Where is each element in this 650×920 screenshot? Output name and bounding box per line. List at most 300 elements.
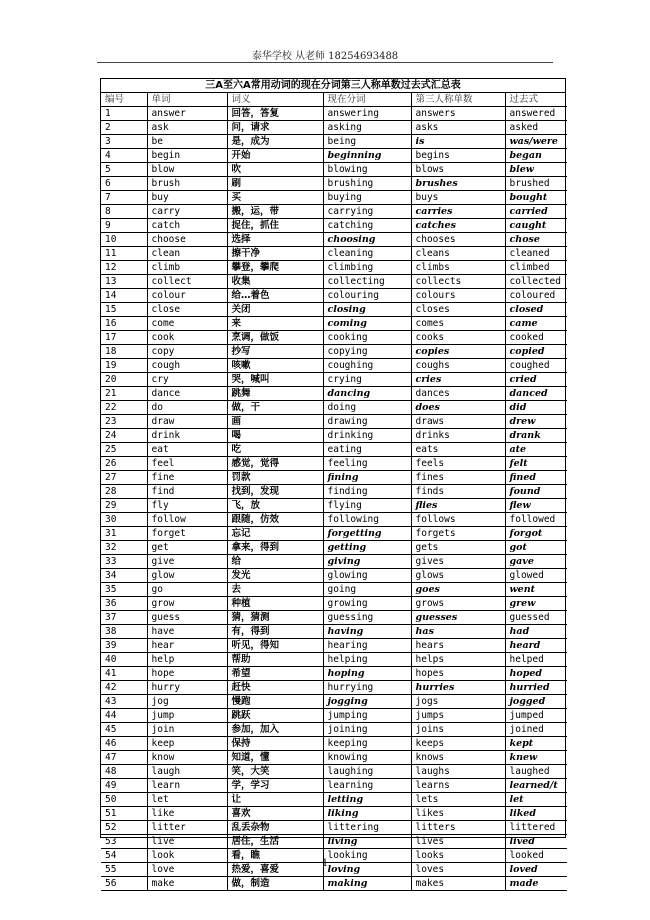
cell-word: cough <box>147 359 227 373</box>
table-row <box>101 513 567 527</box>
table-row <box>101 793 567 807</box>
cell-past-tense: was/were <box>505 135 567 149</box>
cell-word: eat <box>147 443 227 457</box>
table-row <box>101 527 567 541</box>
cell-number: 56 <box>101 877 147 891</box>
cell-word: hurry <box>147 681 227 695</box>
cell-word: clean <box>147 247 227 261</box>
cell-present-participle: buying <box>323 191 411 205</box>
cell-meaning: 知道，懂 <box>227 751 323 765</box>
page-header: 泰华学校 从老师 18254693488 <box>251 51 399 62</box>
cell-number: 24 <box>101 429 147 443</box>
cell-past-tense: came <box>505 317 567 331</box>
cell-word: follow <box>147 513 227 527</box>
cell-meaning: 去 <box>227 583 323 597</box>
cell-third-person: carries <box>411 205 505 219</box>
cell-meaning: 感觉，觉得 <box>227 457 323 471</box>
cell-third-person: grows <box>411 597 505 611</box>
cell-past-tense: laughed <box>505 765 567 779</box>
cell-past-tense: heard <box>505 639 567 653</box>
cell-word: go <box>147 583 227 597</box>
cell-meaning: 慢跑 <box>227 695 323 709</box>
cell-meaning: 捉住，抓住 <box>227 219 323 233</box>
cell-word: blow <box>147 163 227 177</box>
cell-third-person: loves <box>411 863 505 877</box>
cell-number: 39 <box>101 639 147 653</box>
cell-number: 20 <box>101 373 147 387</box>
cell-word: fly <box>147 499 227 513</box>
cell-past-tense: guessed <box>505 611 567 625</box>
cell-word: be <box>147 135 227 149</box>
cell-present-participle: growing <box>323 597 411 611</box>
cell-third-person: likes <box>411 807 505 821</box>
cell-third-person: drinks <box>411 429 505 443</box>
cell-third-person: asks <box>411 121 505 135</box>
cell-word: come <box>147 317 227 331</box>
cell-third-person: collects <box>411 275 505 289</box>
cell-past-tense: looked <box>505 849 567 863</box>
cell-past-tense: caught <box>505 219 567 233</box>
table-row <box>101 639 567 653</box>
cell-third-person: jumps <box>411 709 505 723</box>
cell-number: 28 <box>101 485 147 499</box>
cell-past-tense: learned/t <box>505 779 567 793</box>
cell-past-tense: glowed <box>505 569 567 583</box>
cell-present-participle: living <box>323 835 411 849</box>
cell-number: 21 <box>101 387 147 401</box>
cell-meaning: 跟随，仿效 <box>227 513 323 527</box>
cell-word: carry <box>147 205 227 219</box>
cell-meaning: 希望 <box>227 667 323 681</box>
cell-past-tense: knew <box>505 751 567 765</box>
cell-number: 33 <box>101 555 147 569</box>
cell-third-person: begins <box>411 149 505 163</box>
cell-number: 25 <box>101 443 147 457</box>
cell-meaning: 关闭 <box>227 303 323 317</box>
cell-past-tense: cried <box>505 373 567 387</box>
table-row <box>101 331 567 345</box>
cell-present-participle: glowing <box>323 569 411 583</box>
cell-past-tense: flew <box>505 499 567 513</box>
table-row <box>101 135 567 149</box>
cell-past-tense: brushed <box>505 177 567 191</box>
cell-past-tense: followed <box>505 513 567 527</box>
table-row <box>101 121 567 135</box>
cell-third-person: gives <box>411 555 505 569</box>
cell-number: 51 <box>101 807 147 821</box>
cell-present-participle: coughing <box>323 359 411 373</box>
cell-number: 37 <box>101 611 147 625</box>
cell-present-participle: asking <box>323 121 411 135</box>
header-rule <box>97 62 553 63</box>
cell-meaning: 给 <box>227 555 323 569</box>
cell-meaning: 选择 <box>227 233 323 247</box>
cell-word: have <box>147 625 227 639</box>
cell-number: 2 <box>101 121 147 135</box>
cell-past-tense: felt <box>505 457 567 471</box>
cell-word: jog <box>147 695 227 709</box>
cell-meaning: 跳跃 <box>227 709 323 723</box>
cell-word: make <box>147 877 227 891</box>
cell-word: copy <box>147 345 227 359</box>
cell-number: 32 <box>101 541 147 555</box>
cell-meaning: 攀登，攀爬 <box>227 261 323 275</box>
cell-number: 16 <box>101 317 147 331</box>
cell-number: 43 <box>101 695 147 709</box>
cell-past-tense: found <box>505 485 567 499</box>
cell-past-tense: cleaned <box>505 247 567 261</box>
cell-past-tense: liked <box>505 807 567 821</box>
cell-present-participle: eating <box>323 443 411 457</box>
table-row <box>101 499 567 513</box>
cell-meaning: 开始 <box>227 149 323 163</box>
cell-present-participle: littering <box>323 821 411 835</box>
cell-third-person: copies <box>411 345 505 359</box>
cell-third-person: finds <box>411 485 505 499</box>
cell-third-person: laughs <box>411 765 505 779</box>
table-row <box>101 275 567 289</box>
cell-word: hope <box>147 667 227 681</box>
cell-present-participle: cooking <box>323 331 411 345</box>
cell-third-person: comes <box>411 317 505 331</box>
cell-present-participle: loving <box>323 863 411 877</box>
cell-present-participle: being <box>323 135 411 149</box>
cell-third-person: lives <box>411 835 505 849</box>
table-row <box>101 415 567 429</box>
cell-meaning: 是，成为 <box>227 135 323 149</box>
cell-meaning: 给…着色 <box>227 289 323 303</box>
cell-word: guess <box>147 611 227 625</box>
cell-meaning: 听见，得知 <box>227 639 323 653</box>
table-row <box>101 695 567 709</box>
table-row <box>101 471 567 485</box>
cell-present-participle: colouring <box>323 289 411 303</box>
cell-past-tense: bought <box>505 191 567 205</box>
cell-past-tense: littered <box>505 821 567 835</box>
cell-number: 11 <box>101 247 147 261</box>
cell-past-tense: hurried <box>505 681 567 695</box>
table-row <box>101 387 567 401</box>
cell-meaning: 赶快 <box>227 681 323 695</box>
cell-third-person: helps <box>411 653 505 667</box>
cell-number: 29 <box>101 499 147 513</box>
cell-meaning: 发光 <box>227 569 323 583</box>
cell-word: collect <box>147 275 227 289</box>
cell-number: 49 <box>101 779 147 793</box>
cell-number: 10 <box>101 233 147 247</box>
cell-meaning: 学，学习 <box>227 779 323 793</box>
table-row <box>101 583 567 597</box>
verb-forms-table <box>101 93 567 891</box>
cell-number: 30 <box>101 513 147 527</box>
cell-present-participle: learning <box>323 779 411 793</box>
cell-past-tense: chose <box>505 233 567 247</box>
cell-meaning: 做，干 <box>227 401 323 415</box>
cell-third-person: follows <box>411 513 505 527</box>
cell-present-participle: closing <box>323 303 411 317</box>
cell-past-tense: jumped <box>505 709 567 723</box>
cell-meaning: 画 <box>227 415 323 429</box>
cell-number: 52 <box>101 821 147 835</box>
table-row <box>101 457 567 471</box>
cell-past-tense: forgot <box>505 527 567 541</box>
column-header-meaning: 词义 <box>227 93 323 107</box>
cell-third-person: knows <box>411 751 505 765</box>
cell-word: help <box>147 653 227 667</box>
cell-word: laugh <box>147 765 227 779</box>
cell-meaning: 刷 <box>227 177 323 191</box>
cell-meaning: 笑，大笑 <box>227 765 323 779</box>
cell-present-participle: collecting <box>323 275 411 289</box>
cell-number: 36 <box>101 597 147 611</box>
cell-meaning: 拿来，得到 <box>227 541 323 555</box>
cell-past-tense: ate <box>505 443 567 457</box>
cell-word: choose <box>147 233 227 247</box>
cell-present-participle: helping <box>323 653 411 667</box>
cell-word: give <box>147 555 227 569</box>
cell-present-participle: dancing <box>323 387 411 401</box>
cell-past-tense: climbed <box>505 261 567 275</box>
table-row <box>101 681 567 695</box>
cell-word: jump <box>147 709 227 723</box>
cell-word: brush <box>147 177 227 191</box>
cell-past-tense: closed <box>505 303 567 317</box>
cell-third-person: cooks <box>411 331 505 345</box>
cell-third-person: colours <box>411 289 505 303</box>
cell-present-participle: finding <box>323 485 411 499</box>
page-number: 1 <box>321 858 329 869</box>
cell-third-person: joins <box>411 723 505 737</box>
cell-past-tense: loved <box>505 863 567 877</box>
cell-number: 5 <box>101 163 147 177</box>
cell-word: dance <box>147 387 227 401</box>
cell-present-participle: catching <box>323 219 411 233</box>
table-row <box>101 569 567 583</box>
table-row <box>101 821 567 835</box>
table-row <box>101 751 567 765</box>
cell-word: draw <box>147 415 227 429</box>
cell-third-person: blows <box>411 163 505 177</box>
table-row <box>101 611 567 625</box>
table-row <box>101 191 567 205</box>
cell-meaning: 烹调，做饭 <box>227 331 323 345</box>
table-row <box>101 835 567 849</box>
cell-present-participle: getting <box>323 541 411 555</box>
cell-number: 27 <box>101 471 147 485</box>
cell-present-participle: climbing <box>323 261 411 275</box>
cell-word: join <box>147 723 227 737</box>
cell-present-participle: copying <box>323 345 411 359</box>
cell-third-person: closes <box>411 303 505 317</box>
cell-number: 7 <box>101 191 147 205</box>
cell-number: 35 <box>101 583 147 597</box>
cell-number: 53 <box>101 835 147 849</box>
cell-third-person: lets <box>411 793 505 807</box>
verb-table <box>100 78 566 889</box>
cell-third-person: glows <box>411 569 505 583</box>
cell-number: 48 <box>101 765 147 779</box>
cell-past-tense: coughed <box>505 359 567 373</box>
cell-word: answer <box>147 107 227 121</box>
cell-past-tense: fined <box>505 471 567 485</box>
cell-number: 9 <box>101 219 147 233</box>
table-row <box>101 261 567 275</box>
cell-third-person: buys <box>411 191 505 205</box>
cell-word: like <box>147 807 227 821</box>
cell-word: litter <box>147 821 227 835</box>
table-row <box>101 373 567 387</box>
cell-third-person: litters <box>411 821 505 835</box>
cell-past-tense: helped <box>505 653 567 667</box>
table-row <box>101 205 567 219</box>
cell-word: cook <box>147 331 227 345</box>
column-header-number: 编号 <box>101 93 147 107</box>
table-row <box>101 149 567 163</box>
cell-word: feel <box>147 457 227 471</box>
cell-present-participle: looking <box>323 849 411 863</box>
table-row <box>101 779 567 793</box>
table-row <box>101 359 567 373</box>
table-row <box>101 443 567 457</box>
cell-number: 45 <box>101 723 147 737</box>
cell-number: 46 <box>101 737 147 751</box>
cell-third-person: answers <box>411 107 505 121</box>
cell-number: 38 <box>101 625 147 639</box>
cell-word: colour <box>147 289 227 303</box>
cell-meaning: 做，制造 <box>227 877 323 891</box>
cell-word: climb <box>147 261 227 275</box>
table-row <box>101 709 567 723</box>
cell-word: grow <box>147 597 227 611</box>
cell-third-person: hurries <box>411 681 505 695</box>
cell-third-person: fines <box>411 471 505 485</box>
column-header-present-participle: 现在分词 <box>323 93 411 107</box>
cell-third-person: is <box>411 135 505 149</box>
cell-past-tense: made <box>505 877 567 891</box>
cell-third-person: cries <box>411 373 505 387</box>
cell-third-person: hopes <box>411 667 505 681</box>
cell-meaning: 帮助 <box>227 653 323 667</box>
table-row <box>101 807 567 821</box>
cell-number: 18 <box>101 345 147 359</box>
cell-number: 54 <box>101 849 147 863</box>
cell-past-tense: asked <box>505 121 567 135</box>
cell-third-person: forgets <box>411 527 505 541</box>
cell-present-participle: forgetting <box>323 527 411 541</box>
cell-third-person: guesses <box>411 611 505 625</box>
cell-word: let <box>147 793 227 807</box>
cell-past-tense: coloured <box>505 289 567 303</box>
cell-number: 12 <box>101 261 147 275</box>
table-row <box>101 737 567 751</box>
cell-word: keep <box>147 737 227 751</box>
cell-present-participle: carrying <box>323 205 411 219</box>
table-row <box>101 653 567 667</box>
cell-present-participle: flying <box>323 499 411 513</box>
cell-present-participle: hurrying <box>323 681 411 695</box>
cell-present-participle: coming <box>323 317 411 331</box>
cell-past-tense: kept <box>505 737 567 751</box>
table-body <box>101 107 567 891</box>
table-title: 三A至六A常用动词的现在分词第三人称单数过去式汇总表 <box>101 79 565 93</box>
cell-number: 34 <box>101 569 147 583</box>
cell-meaning: 咳嗽 <box>227 359 323 373</box>
cell-past-tense: cooked <box>505 331 567 345</box>
cell-number: 22 <box>101 401 147 415</box>
cell-meaning: 吹 <box>227 163 323 177</box>
cell-number: 23 <box>101 415 147 429</box>
cell-word: cry <box>147 373 227 387</box>
cell-word: forget <box>147 527 227 541</box>
column-header-word: 单词 <box>147 93 227 107</box>
table-row <box>101 723 567 737</box>
cell-number: 19 <box>101 359 147 373</box>
table-row <box>101 541 567 555</box>
cell-past-tense: lived <box>505 835 567 849</box>
cell-word: know <box>147 751 227 765</box>
table-row <box>101 765 567 779</box>
cell-present-participle: jogging <box>323 695 411 709</box>
cell-third-person: looks <box>411 849 505 863</box>
cell-past-tense: carried <box>505 205 567 219</box>
cell-word: love <box>147 863 227 877</box>
cell-past-tense: answered <box>505 107 567 121</box>
cell-meaning: 问，请求 <box>227 121 323 135</box>
cell-past-tense: collected <box>505 275 567 289</box>
cell-past-tense: gave <box>505 555 567 569</box>
cell-meaning: 罚款 <box>227 471 323 485</box>
cell-present-participle: drinking <box>323 429 411 443</box>
cell-number: 13 <box>101 275 147 289</box>
cell-past-tense: jogged <box>505 695 567 709</box>
cell-word: get <box>147 541 227 555</box>
cell-word: do <box>147 401 227 415</box>
cell-meaning: 保持 <box>227 737 323 751</box>
cell-present-participle: hoping <box>323 667 411 681</box>
cell-third-person: eats <box>411 443 505 457</box>
cell-present-participle: giving <box>323 555 411 569</box>
cell-past-tense: went <box>505 583 567 597</box>
cell-present-participle: laughing <box>323 765 411 779</box>
cell-number: 3 <box>101 135 147 149</box>
cell-meaning: 哭，喊叫 <box>227 373 323 387</box>
cell-third-person: brushes <box>411 177 505 191</box>
table-row <box>101 177 567 191</box>
cell-third-person: cleans <box>411 247 505 261</box>
cell-present-participle: drawing <box>323 415 411 429</box>
cell-meaning: 吃 <box>227 443 323 457</box>
table-row <box>101 317 567 331</box>
cell-past-tense: let <box>505 793 567 807</box>
cell-past-tense: grew <box>505 597 567 611</box>
cell-present-participle: letting <box>323 793 411 807</box>
cell-meaning: 擦干净 <box>227 247 323 261</box>
cell-number: 4 <box>101 149 147 163</box>
cell-past-tense: copied <box>505 345 567 359</box>
cell-meaning: 乱丢杂物 <box>227 821 323 835</box>
cell-present-participle: joining <box>323 723 411 737</box>
cell-third-person: learns <box>411 779 505 793</box>
cell-meaning: 猜，猜测 <box>227 611 323 625</box>
cell-meaning: 买 <box>227 191 323 205</box>
cell-meaning: 让 <box>227 793 323 807</box>
cell-third-person: flies <box>411 499 505 513</box>
cell-meaning: 收集 <box>227 275 323 289</box>
cell-present-participle: feeling <box>323 457 411 471</box>
cell-word: hear <box>147 639 227 653</box>
cell-present-participle: beginning <box>323 149 411 163</box>
cell-past-tense: did <box>505 401 567 415</box>
